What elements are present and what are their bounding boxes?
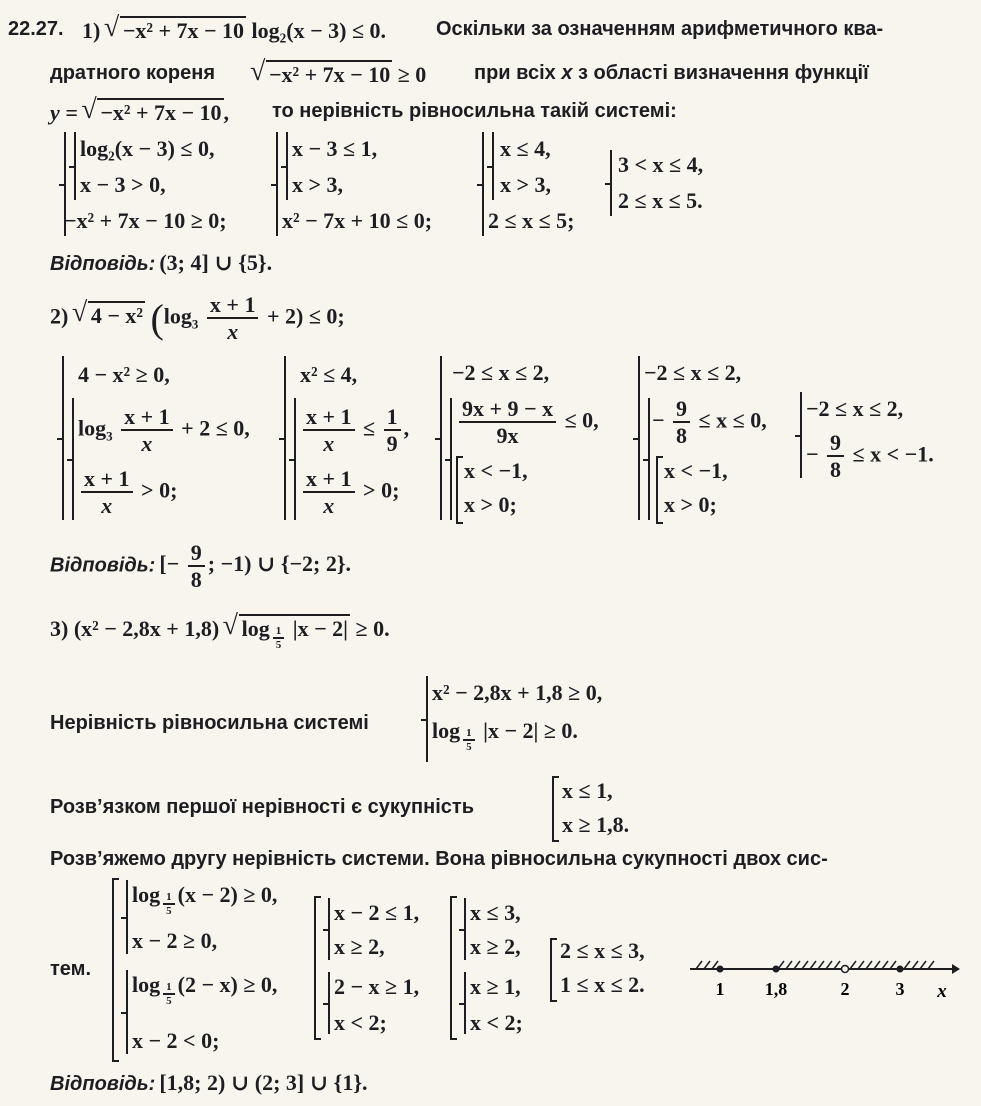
bracket xyxy=(550,938,557,1002)
s3b-line2: x ≥ 1,8. xyxy=(562,812,630,837)
s4c-line1: x ≤ 3, xyxy=(470,900,521,925)
bracket xyxy=(456,456,463,524)
brace-outer xyxy=(276,132,278,236)
bracket xyxy=(552,776,559,842)
bracket-outer xyxy=(314,896,321,1040)
s4b-line1: x − 2 ≤ 1, xyxy=(334,900,420,925)
point-1-8 xyxy=(773,966,780,973)
s4a-line1: log $_{\frac{1}{5}}$ (x − 2) ≥ 0, xyxy=(132,882,278,918)
brace xyxy=(126,880,128,954)
line3-text: то нерівність рівносильна такій системі: xyxy=(272,100,677,122)
s2b-line1: x² ≤ 4, xyxy=(300,362,358,387)
point-3 xyxy=(897,966,904,973)
s2c-line2: $\frac{9x + 9 - x}{9x}$ ≤ 0, xyxy=(456,396,599,449)
brace-outer xyxy=(638,356,640,520)
tick-label: 1 xyxy=(715,979,725,999)
s2d-line1: −2 ≤ x ≤ 2, xyxy=(644,360,742,385)
part2-inequality: 2) √ 4 − x² ($\log_3$ $\frac{x + 1}{x}$ + 2) ≤ 0; xyxy=(50,292,345,345)
brace-inner xyxy=(648,398,650,520)
brace-outer xyxy=(440,356,442,520)
brace xyxy=(464,898,466,960)
sys1-line2: x − 3 > 0, xyxy=(80,172,166,197)
s4b-line4: x < 2; xyxy=(334,1010,387,1035)
s4a-line2: x − 2 ≥ 0, xyxy=(132,928,218,953)
tem-word: тем. xyxy=(50,958,92,980)
brace xyxy=(426,676,428,762)
s2c-line4: x > 0; xyxy=(464,492,517,517)
brace-outer xyxy=(284,356,286,520)
s2e-line1: −2 ≤ x ≤ 2, xyxy=(806,396,904,421)
s2d-line3: x < −1, xyxy=(664,458,728,483)
s4d-line2: 1 ≤ x ≤ 2. xyxy=(560,972,645,997)
s4a-line4: x − 2 < 0; xyxy=(132,1028,220,1053)
part3-inequality: 3) (x² − 2,8x + 1,8) √ log $_{\frac{1}{5}}$ |x − 2| ≥ 0. xyxy=(50,614,390,652)
s3b-line1: x ≤ 1, xyxy=(562,778,613,803)
second-text: Розв’яжемо другу нерівність системи. Вона рівносильна сукупності двох сис- xyxy=(50,848,828,870)
brace-inner xyxy=(286,132,288,200)
brace-inner xyxy=(294,398,296,520)
sqrt-radicand: √ −x² + 7x − 10 xyxy=(120,16,246,44)
sys4-line2: 2 ≤ x ≤ 5. xyxy=(618,188,703,213)
s3-line2: log $_{\frac{1}{5}}$ |x − 2| ≥ 0. xyxy=(432,718,578,754)
axis-label: x xyxy=(937,981,947,1002)
s4c-line2: x ≥ 2, xyxy=(470,934,521,959)
bracket-outer xyxy=(450,896,457,1040)
s2c-line3: x < −1, xyxy=(464,458,528,483)
bracket-inner xyxy=(72,398,74,520)
sys2-line3: x² − 7x + 10 ≤ 0; xyxy=(282,208,433,233)
line2-sqrt: √ −x² + 7x − 10 ≥ 0 xyxy=(252,60,426,88)
tick-label: 2 xyxy=(840,979,850,999)
s4c-line4: x < 2; xyxy=(470,1010,523,1035)
brace xyxy=(328,972,330,1034)
line3-func: y = √ −x² + 7x − 10, xyxy=(50,98,229,126)
brace-inner xyxy=(74,132,76,200)
sys2-line2: x > 3, xyxy=(292,172,344,197)
brace-outer xyxy=(482,132,484,236)
answer2: Відповідь: [− $\frac{9}{8}$ ; −1) ∪ {−2; 2}. xyxy=(50,540,352,593)
s2a-line1: 4 − x² ≥ 0, xyxy=(78,362,170,387)
s2b-line2: $\frac{x + 1}{x}$ ≤ $\frac{1}{9}$ , xyxy=(300,404,409,457)
first-text: Розв’язком першої нерівності є сукупність xyxy=(50,796,474,818)
s2d-line4: x > 0; xyxy=(664,492,717,517)
s2e-line2: − $\frac{9}{8}$ ≤ x < −1. xyxy=(806,430,934,483)
tick-label: 1,8 xyxy=(764,979,788,999)
sys1-line3: −x² + 7x − 10 ≥ 0; xyxy=(64,208,227,233)
point-1 xyxy=(717,966,724,973)
sys2-line1: x − 3 ≤ 1, xyxy=(292,136,378,161)
brace xyxy=(610,150,612,216)
brace-inner xyxy=(492,132,494,200)
line2-a: дратного кореня xyxy=(50,62,216,84)
sys4-line1: 3 < x ≤ 4, xyxy=(618,152,704,177)
answer1: Відповідь: (3; 4] ∪ {5}. xyxy=(50,250,273,275)
equiv-text: Нерівність рівносильна системі xyxy=(50,712,369,734)
sys1-line1: log₂(x − 3) ≤ 0, xyxy=(80,136,215,161)
bracket-outer xyxy=(112,878,119,1062)
s4a-line3: log $_{\frac{1}{5}}$ (2 − x) ≥ 0, xyxy=(132,972,278,1008)
brace-outer xyxy=(62,356,64,520)
s4d-line1: 2 ≤ x ≤ 3, xyxy=(560,938,645,963)
point-2-open xyxy=(842,966,849,973)
s2a-line3: $\frac{x + 1}{x}$ > 0; xyxy=(78,466,177,519)
number-line xyxy=(690,955,960,1015)
s4c-line3: x ≥ 1, xyxy=(470,974,521,999)
s2d-line2: − $\frac{9}{8}$ ≤ x ≤ 0, xyxy=(652,396,767,449)
s2b-line3: $\frac{x + 1}{x}$ > 0; xyxy=(300,466,399,519)
line2-c: при всіх x з області визначення функції xyxy=(474,62,869,84)
s3-line1: x² − 2,8x + 1,8 ≥ 0, xyxy=(432,680,603,705)
brace xyxy=(800,392,802,478)
s4b-line3: 2 − x ≥ 1, xyxy=(334,974,420,999)
part1-text: Оскільки за означенням арифметичного ква- xyxy=(436,18,884,40)
s4b-line2: x ≥ 2, xyxy=(334,934,385,959)
sys3-line1: x ≤ 4, xyxy=(500,136,551,161)
tick-label: 3 xyxy=(895,979,905,999)
sys3-line3: 2 ≤ x ≤ 5; xyxy=(488,208,575,233)
part1-inequality: 1) √ −x² + 7x − 10 log₂(x − 3) ≤ 0. xyxy=(82,16,386,44)
brace xyxy=(328,898,330,960)
s2a-line2: $\log_3$ $\frac{x + 1}{x}$ + 2 ≤ 0, xyxy=(78,404,250,457)
brace xyxy=(464,972,466,1034)
sys3-line2: x > 3, xyxy=(500,172,552,197)
problem-number: 22.27. xyxy=(8,18,64,40)
bracket xyxy=(656,456,663,524)
brace-inner xyxy=(450,398,452,520)
s2c-line1: −2 ≤ x ≤ 2, xyxy=(452,360,550,385)
answer3: Відповідь: [1,8; 2) ∪ (2; 3] ∪ {1}. xyxy=(50,1070,368,1095)
brace xyxy=(126,970,128,1054)
